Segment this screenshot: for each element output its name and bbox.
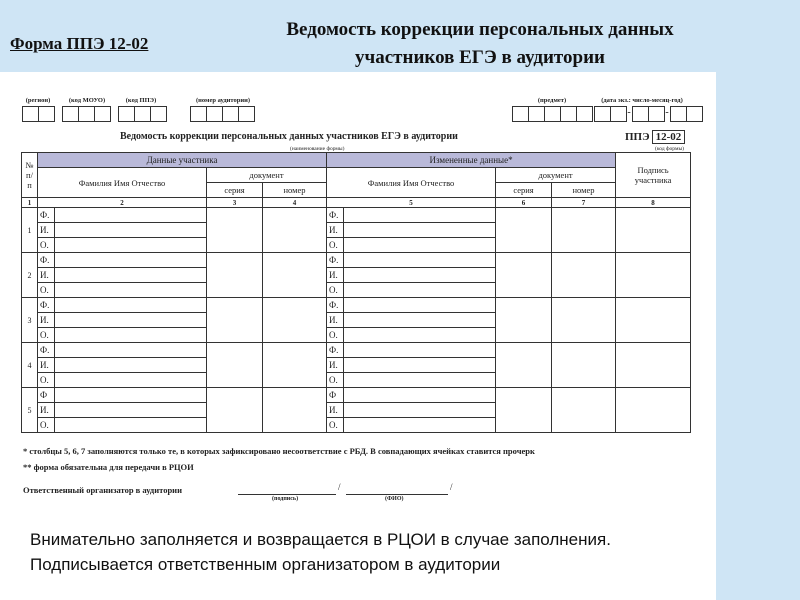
changed-fio-cell[interactable] xyxy=(344,343,496,358)
changed-fio-cell[interactable] xyxy=(344,403,496,418)
fio-cell[interactable] xyxy=(55,418,207,433)
fio-cell[interactable] xyxy=(55,223,207,238)
changed-fio-cell[interactable] xyxy=(344,298,496,313)
changed-fio-letter: Ф. xyxy=(327,298,344,313)
colnum-1: 1 xyxy=(22,198,38,208)
number-cell[interactable] xyxy=(263,208,327,253)
label-subject: (предмет) xyxy=(537,97,567,104)
instruction-line-1: Внимательно заполняется и возвращается в РЦОИ в случае заполнения. xyxy=(30,530,611,549)
changed-number-cell[interactable] xyxy=(552,388,616,433)
table-row xyxy=(22,388,691,403)
label-date: (дата экз.: число-месяц-год) xyxy=(601,97,683,104)
correction-table xyxy=(21,152,691,433)
changed-fio-cell[interactable] xyxy=(344,358,496,373)
table-row xyxy=(22,298,691,313)
changed-fio-letter: И. xyxy=(327,313,344,328)
colnum-8: 8 xyxy=(616,198,691,208)
fio-cell[interactable] xyxy=(55,268,207,283)
changed-fio-letter: Ф. xyxy=(327,343,344,358)
code-caption: (код формы) xyxy=(655,146,684,152)
row-number: 5 xyxy=(22,388,38,433)
series-cell[interactable] xyxy=(207,253,263,298)
number-cell[interactable] xyxy=(263,343,327,388)
colnum-4: 4 xyxy=(263,198,327,208)
number-cell[interactable] xyxy=(263,388,327,433)
changed-fio-letter: О. xyxy=(327,283,344,298)
signature-cell[interactable] xyxy=(616,298,691,343)
signature-line-1: Подпись xyxy=(637,165,669,175)
changed-number-cell[interactable] xyxy=(552,253,616,298)
slash-2: / xyxy=(450,482,453,492)
changed-fio-cell[interactable] xyxy=(344,388,496,403)
fio-letter: Ф. xyxy=(38,343,55,358)
form-code-prefix: ППЭ xyxy=(625,131,650,143)
fio-cell[interactable] xyxy=(55,328,207,343)
num-line-3: п xyxy=(27,180,32,190)
number-header-2: номер xyxy=(552,183,616,198)
row-number: 2 xyxy=(22,253,38,298)
changed-fio-letter: Ф. xyxy=(327,253,344,268)
changed-series-cell[interactable] xyxy=(496,253,552,298)
changed-fio-cell[interactable] xyxy=(344,313,496,328)
changed-fio-letter: И. xyxy=(327,223,344,238)
form-subtitle: Ведомость коррекции персональных данных участников ЕГЭ в аудитории xyxy=(120,131,458,142)
table-row xyxy=(22,343,691,358)
fio-letter: Ф. xyxy=(38,253,55,268)
form-label: Форма ППЭ 12-02 xyxy=(10,34,149,53)
col-num-header xyxy=(22,153,38,198)
changed-series-cell[interactable] xyxy=(496,298,552,343)
document-header-1: документ xyxy=(207,168,327,183)
number-cell[interactable] xyxy=(263,253,327,298)
fio-cell[interactable] xyxy=(55,403,207,418)
changed-fio-cell[interactable] xyxy=(344,328,496,343)
changed-fio-cell[interactable] xyxy=(344,223,496,238)
changed-fio-cell[interactable] xyxy=(344,373,496,388)
fio-cell[interactable] xyxy=(55,283,207,298)
series-cell[interactable] xyxy=(207,208,263,253)
colnum-2: 2 xyxy=(38,198,207,208)
changed-fio-letter: Ф xyxy=(327,388,344,403)
fio-letter: И. xyxy=(38,313,55,328)
series-cell[interactable] xyxy=(207,343,263,388)
changed-data-header: Измененные данные* xyxy=(327,153,616,168)
ppe-boxes xyxy=(118,106,166,122)
signature-cell[interactable] xyxy=(616,253,691,298)
subtitle-caption: (наименование формы) xyxy=(290,146,345,152)
changed-fio-letter: О. xyxy=(327,373,344,388)
changed-fio-cell[interactable] xyxy=(344,208,496,223)
subject-boxes xyxy=(512,106,592,122)
form-code-number: 12-02 xyxy=(652,130,686,144)
signature-caption: (подпись) xyxy=(272,496,299,502)
fio-letter: О. xyxy=(38,418,55,433)
instruction-text xyxy=(30,527,611,577)
fio-letter: О. xyxy=(38,373,55,388)
changed-fio-letter: И. xyxy=(327,268,344,283)
fio-cell[interactable] xyxy=(55,208,207,223)
changed-fio-letter: И. xyxy=(327,358,344,373)
form-code xyxy=(625,130,685,144)
changed-fio-cell[interactable] xyxy=(344,268,496,283)
slash-1: / xyxy=(338,482,341,492)
table-row xyxy=(22,208,691,223)
fio-letter: И. xyxy=(38,268,55,283)
row-number: 4 xyxy=(22,343,38,388)
colnum-5: 5 xyxy=(327,198,496,208)
document-header-2: документ xyxy=(496,168,616,183)
fio-cell[interactable] xyxy=(55,388,207,403)
slide-title-line-2: участников ЕГЭ в аудитории xyxy=(355,47,605,68)
fio-letter: И. xyxy=(38,223,55,238)
signature-cell[interactable] xyxy=(616,208,691,253)
changed-number-cell[interactable] xyxy=(552,298,616,343)
region-boxes xyxy=(22,106,54,122)
changed-series-cell[interactable] xyxy=(496,343,552,388)
number-header-1: номер xyxy=(263,183,327,198)
changed-series-cell[interactable] xyxy=(496,208,552,253)
footnote-2: ** форма обязательна для передачи в РЦОИ xyxy=(23,462,194,472)
fio-cell[interactable] xyxy=(55,358,207,373)
instruction-line-2: Подписывается ответственным организатором в аудитории xyxy=(30,555,501,574)
changed-fio-letter: О. xyxy=(327,418,344,433)
fio-letter: Ф xyxy=(38,388,55,403)
changed-series-cell[interactable] xyxy=(496,388,552,433)
series-header-1: серия xyxy=(207,183,263,198)
mouo-boxes xyxy=(62,106,110,122)
changed-fio-cell[interactable] xyxy=(344,253,496,268)
scanned-form xyxy=(0,72,716,600)
participant-data-header: Данные участника xyxy=(38,153,327,168)
row-number: 1 xyxy=(22,208,38,253)
signature-line xyxy=(238,494,336,495)
fio-cell[interactable] xyxy=(55,238,207,253)
num-line-2: п/ xyxy=(26,170,33,180)
fio-cell[interactable] xyxy=(55,298,207,313)
series-header-2: серия xyxy=(496,183,552,198)
auditorium-boxes xyxy=(190,106,254,122)
label-mouo: (код МОУО) xyxy=(68,97,106,104)
series-cell[interactable] xyxy=(207,298,263,343)
footnote-1: * столбцы 5, 6, 7 заполняются только те, в которых зафиксировано несоответствие с РБД. В совпадающих ячейках ставится прочерк xyxy=(23,446,535,456)
slide-title-line-1: Ведомость коррекции персональных данных xyxy=(286,19,674,40)
fio-header-2: Фамилия Имя Отчество xyxy=(327,168,496,198)
label-ppe: (код ППЭ) xyxy=(125,97,157,104)
num-line-1: № xyxy=(25,160,34,170)
changed-number-cell[interactable] xyxy=(552,208,616,253)
fio-letter: И. xyxy=(38,358,55,373)
table-row xyxy=(22,253,691,268)
right-stripe xyxy=(716,0,800,600)
date-boxes: - - xyxy=(594,106,702,122)
changed-number-cell[interactable] xyxy=(552,343,616,388)
fio-cell[interactable] xyxy=(55,253,207,268)
changed-fio-cell[interactable] xyxy=(344,418,496,433)
fio-cell[interactable] xyxy=(55,343,207,358)
changed-fio-letter: О. xyxy=(327,238,344,253)
fio-letter: О. xyxy=(38,238,55,253)
changed-fio-letter: Ф. xyxy=(327,208,344,223)
signature-cell[interactable] xyxy=(616,343,691,388)
fio-header-1: Фамилия Имя Отчество xyxy=(38,168,207,198)
fio-letter: Ф. xyxy=(38,208,55,223)
fio-letter: О. xyxy=(38,283,55,298)
fio-letter: О. xyxy=(38,328,55,343)
signature-header xyxy=(616,153,691,198)
fio-line xyxy=(346,494,448,495)
fio-cell[interactable] xyxy=(55,373,207,388)
fio-cell[interactable] xyxy=(55,313,207,328)
label-auditorium: (номер аудитории) xyxy=(195,97,250,104)
changed-fio-letter: О. xyxy=(327,328,344,343)
changed-fio-cell[interactable] xyxy=(344,238,496,253)
fio-letter: И. xyxy=(38,403,55,418)
slide-title xyxy=(250,16,710,72)
series-cell[interactable] xyxy=(207,388,263,433)
colnum-6: 6 xyxy=(496,198,552,208)
signature-line-2: участника xyxy=(634,175,672,185)
number-cell[interactable] xyxy=(263,298,327,343)
colnum-3: 3 xyxy=(207,198,263,208)
label-region: (регион) xyxy=(25,97,51,104)
changed-fio-cell[interactable] xyxy=(344,283,496,298)
row-number: 3 xyxy=(22,298,38,343)
signature-cell[interactable] xyxy=(616,388,691,433)
fio-caption: (ФИО) xyxy=(385,496,404,502)
colnum-7: 7 xyxy=(552,198,616,208)
changed-fio-letter: И. xyxy=(327,403,344,418)
responsible-label: Ответственный организатор в аудитории xyxy=(23,485,182,495)
fio-letter: Ф. xyxy=(38,298,55,313)
